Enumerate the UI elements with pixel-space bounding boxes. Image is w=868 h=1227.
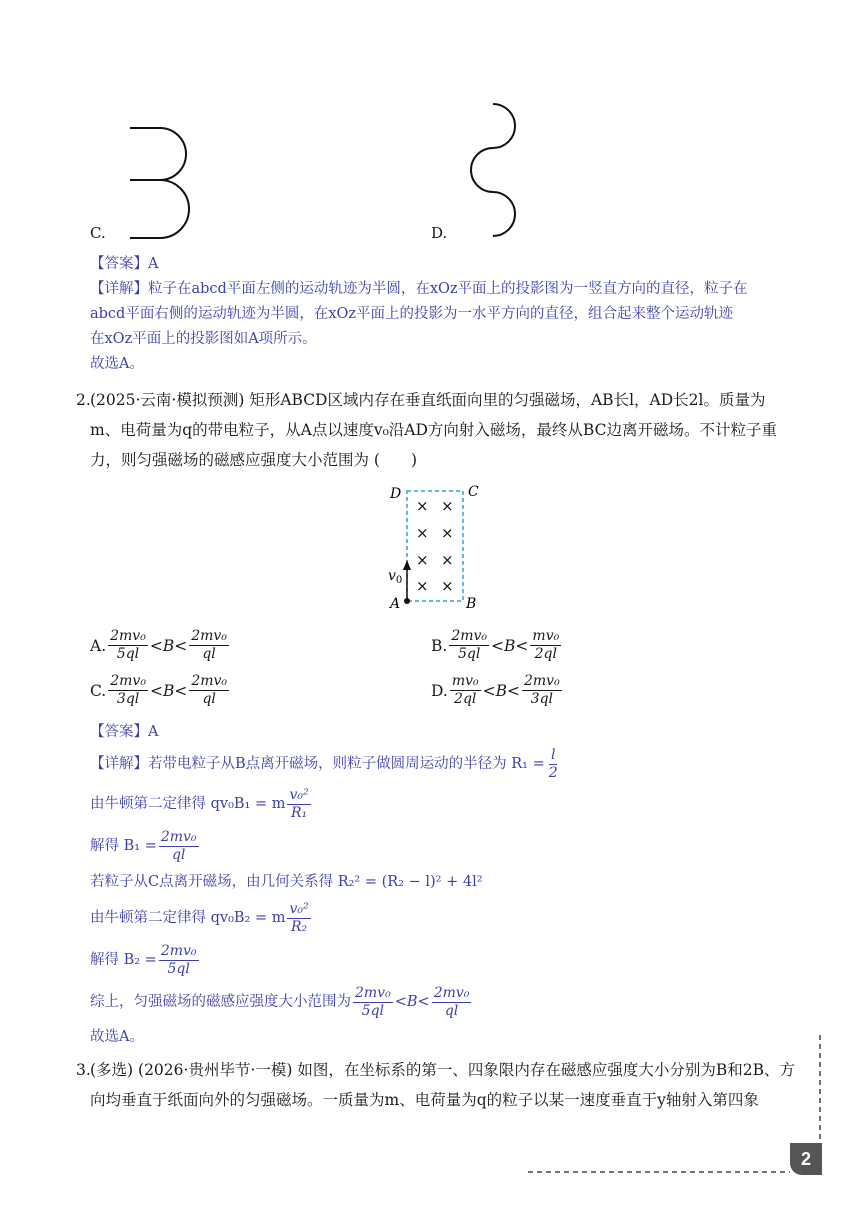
vertex-b-label: B bbox=[466, 596, 477, 612]
option-a-label: A. bbox=[90, 636, 107, 655]
vertex-c-label: C bbox=[468, 484, 479, 500]
answer1-answer: 【答案】A bbox=[90, 256, 159, 272]
field-cross: × bbox=[416, 577, 429, 595]
question2-number: 2. bbox=[76, 391, 91, 409]
answer2-step2: 由牛顿第二定律得 qv₀B₁ = m $\frac{\text{v₀²}}{\text{R₁}}$ bbox=[90, 786, 309, 821]
question3-line1: (多选) (2026·贵州毕节·一模) 如图，在坐标系的第一、四象限内存在磁感应强度大小分别为B和2B、方 bbox=[90, 1061, 795, 1079]
option-b-label: B. bbox=[431, 636, 448, 655]
answer1-detail-line2: abcd平面右侧的运动轨迹为半圆，在xOz平面上的投影为一水平方向的直径，组合起来整个运动轨迹 bbox=[90, 306, 734, 322]
answer2-step1: 【详解】若带电粒子从B点离开磁场，则粒子做圆周运动的半径为 R₁ = $\frac{l}{2}$ bbox=[90, 746, 558, 781]
question2-text bbox=[90, 385, 820, 475]
field-cross: × bbox=[441, 551, 454, 569]
answer2-step5: 由牛顿第二定律得 qv₀B₂ = m $\frac{\text{v₀²}}{\text{R₂}}$ bbox=[90, 900, 309, 935]
option-c[interactable]: C. $\frac{\text{2mv₀}}{3ql}$ <B< $\frac{\text{2mv₀}}{ql}$ bbox=[90, 673, 228, 707]
answer1-detail-line3: 在xOz平面上的投影图如A项所示。 bbox=[90, 331, 317, 347]
option-d-label: D. bbox=[431, 224, 448, 242]
question2-line3: 力，则匀强磁场的磁感应强度大小范围为 ( ) bbox=[90, 451, 418, 469]
field-cross: × bbox=[416, 524, 429, 542]
option-d[interactable]: D. $\frac{\text{mv₀}}{2ql}$ <B< $\frac{\text{2mv₀}}{3ql}$ bbox=[431, 673, 560, 707]
answer2-conclusion: 故选A。 bbox=[90, 1029, 144, 1045]
question3-number: 3. bbox=[76, 1061, 91, 1079]
answer2-answer: 【答案】A bbox=[90, 724, 159, 740]
answer2-block bbox=[90, 720, 810, 1051]
question2-line2: m、电荷量为q的带电粒子，从A点以速度v₀沿AD方向射入磁场，最终从BC边离开磁场。不计粒子重 bbox=[90, 421, 777, 439]
figure-option-d bbox=[455, 100, 545, 245]
answer2-step6: 解得 B₂ = $\frac{\text{2mv₀}}{5ql}$ bbox=[90, 942, 197, 977]
option-b[interactable]: B. $\frac{\text{2mv₀}}{5ql}$ <B< $\frac{\text{mv₀}}{2ql}$ bbox=[431, 628, 560, 662]
question2-line1: (2025·云南·模拟预测) 矩形ABCD区域内存在垂直纸面向里的匀强磁场，AB长l，AD长2l。质量为 bbox=[90, 391, 766, 409]
velocity-label: $v_0$ bbox=[388, 568, 403, 586]
field-cross: × bbox=[416, 551, 429, 569]
answer1-conclusion: 故选A。 bbox=[90, 356, 144, 372]
field-cross: × bbox=[441, 577, 454, 595]
answer2-step3: 解得 B₁ = $\frac{\text{2mv₀}}{ql}$ bbox=[90, 828, 197, 863]
option-c-label: C. bbox=[90, 224, 106, 242]
field-cross: × bbox=[416, 497, 429, 515]
rectangle-field-figure bbox=[380, 478, 490, 613]
option-c-text-label: C. bbox=[90, 681, 107, 700]
option-a[interactable]: A. $\frac{\text{2mv₀}}{5ql}$ <B< $\frac{\text{2mv₀}}{ql}$ bbox=[90, 628, 227, 662]
answer1-detail-line1: 【详解】粒子在abcd平面左侧的运动轨迹为半圆，在xOz平面上的投影图为一竖直方向的直径，粒子在 bbox=[90, 281, 748, 297]
option-d-text-label: D. bbox=[431, 681, 448, 700]
answer2-step7: 综上，匀强磁场的磁感应强度大小范围为 $\frac{\text{2mv₀}}{5ql}$ <B< $\frac{\text{2mv₀}}{ql}$ bbox=[90, 984, 470, 1019]
field-cross: × bbox=[441, 524, 454, 542]
figure-option-c bbox=[120, 100, 240, 245]
field-cross: × bbox=[441, 497, 454, 515]
page-corner-decoration bbox=[520, 1030, 830, 1180]
vertex-a-label: A bbox=[390, 596, 401, 612]
vertex-d-label: D bbox=[390, 486, 402, 502]
answer2-step4: 若粒子从C点离开磁场，由几何关系得 R₂² = (R₂ − l)² + 4l² bbox=[90, 874, 483, 890]
page-number-badge: 2 bbox=[790, 1143, 822, 1175]
question3-line2: 向均垂直于纸面向外的匀强磁场。一质量为m、电荷量为q的粒子以某一速度垂直于y轴射入第四象 bbox=[90, 1091, 759, 1109]
answer1-block bbox=[90, 252, 810, 377]
